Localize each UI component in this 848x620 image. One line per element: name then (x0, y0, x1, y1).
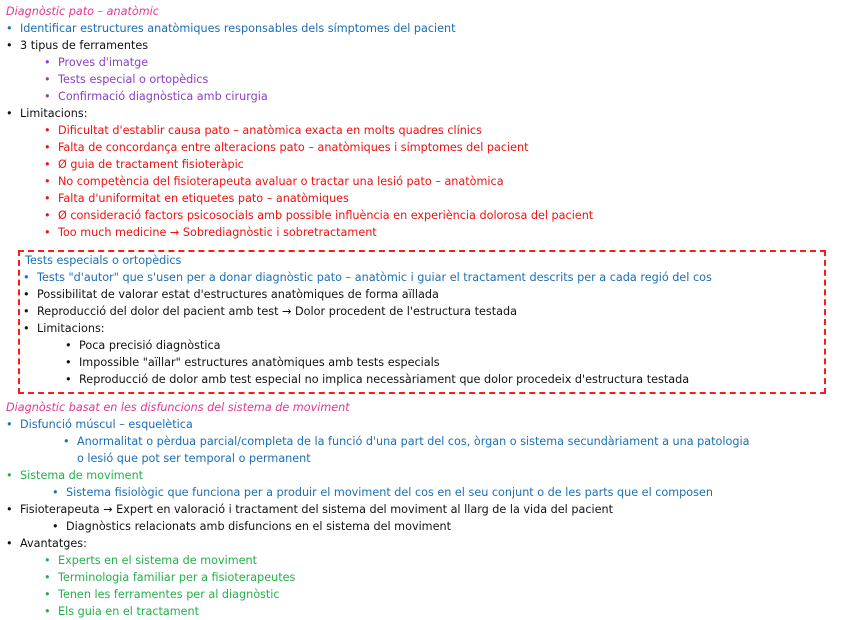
bullet-item: • Tests "d'autor" que s'usen per a donar diagnòstic pato – anatòmic i guiar el tractament descrits per a cada regió del cos (23, 271, 712, 284)
bullet-item: • Possibilitat de valorar estat d'estructures anatòmiques de forma aïllada (23, 288, 439, 301)
bullet-icon: • (44, 571, 51, 584)
sub-bullet-item: • Proves d'imatge (44, 56, 149, 69)
bullet-icon: • (44, 124, 51, 137)
bullet-icon: • (23, 322, 30, 335)
sub-bullet-item: • Experts en el sistema de moviment (44, 554, 258, 567)
bullet-item: • Avantatges: (6, 537, 87, 550)
bullet-icon: • (65, 356, 72, 369)
sub-bullet-item: • Falta de concordança entre alteracions pato – anatòmiques i símptomes del pacient (44, 141, 529, 154)
section-heading: Diagnòstic pato – anatòmic (6, 5, 159, 18)
sub-bullet-item: • Sistema fisiològic que funciona per a produir el moviment del cos en el seu conjunt o de les parts que el composen (52, 486, 713, 499)
section-pato-anatomic (0, 3, 848, 241)
bullet-icon: • (44, 175, 51, 188)
bullet-icon: • (44, 158, 51, 171)
bullet-icon: • (6, 469, 13, 482)
bullet-icon: • (6, 503, 13, 516)
bullet-icon: • (6, 107, 13, 120)
sub-bullet-item: • Anormalitat o pèrdua parcial/completa de la funció d'una part del cos, òrgan o sistema secundàriament a una patologia (63, 435, 750, 448)
bullet-icon: • (44, 209, 51, 222)
bullet-icon: • (52, 486, 59, 499)
section-heading: Diagnòstic basat en les disfuncions del sistema de moviment (6, 401, 350, 414)
bullet-icon: • (65, 373, 72, 386)
sub-bullet-item: • Diagnòstics relacionats amb disfuncions en el sistema del moviment (52, 520, 451, 533)
sub-bullet-item: • Poca precisió diagnòstica (65, 339, 221, 352)
bullet-icon: • (23, 271, 30, 284)
bullet-icon: • (44, 192, 51, 205)
sub-bullet-continuation: o lesió que pot ser temporal o permanent (77, 452, 311, 465)
bullet-item: • Reproducció del dolor del pacient amb test → Dolor procedent de l'estructura testada (23, 305, 518, 318)
bullet-item: • 3 tipus de ferramentes (6, 39, 149, 52)
bullet-icon: • (44, 56, 51, 69)
bullet-icon: • (44, 90, 51, 103)
bullet-item: • Limitacions: (23, 322, 105, 335)
bullet-item: • Limitacions: (6, 107, 88, 120)
sub-bullet-item: • Too much medicine → Sobrediagnòstic i sobretractament (44, 226, 377, 239)
bullet-icon: • (23, 305, 30, 318)
bullet-icon: • (6, 39, 13, 52)
sub-bullet-item: • Confirmació diagnòstica amb cirurgia (44, 90, 268, 103)
bullet-icon: • (6, 418, 13, 431)
sub-bullet-item: • Tests especial o ortopèdics (44, 73, 209, 86)
bullet-item: • Identificar estructures anatòmiques responsables dels símptomes del pacient (6, 22, 456, 35)
sub-bullet-item: • Terminologia familiar per a fisioterapeutes (44, 571, 296, 584)
sub-bullet-item: • Reproducció de dolor amb test especial no implica necessàriament que dolor procedeix d'estructura testada (65, 373, 690, 386)
sub-bullet-item: • Ø consideració factors psicosocials amb possible influència en experiència dolorosa del pacient (44, 209, 594, 222)
bullet-icon: • (44, 73, 51, 86)
bullet-icon: • (44, 141, 51, 154)
bullet-item: • Fisioterapeuta → Expert en valoració i tractament del sistema del moviment al llarg de la vida del pacient (6, 503, 613, 516)
bullet-item: • Sistema de moviment (6, 469, 144, 482)
sub-bullet-item: • Tenen les ferramentes per al diagnòstic (44, 588, 280, 601)
box-heading: Tests especials o ortopèdics (25, 254, 182, 267)
bullet-icon: • (65, 339, 72, 352)
bullet-icon: • (6, 537, 13, 550)
bullet-icon: • (44, 554, 51, 567)
bullet-icon: • (44, 605, 51, 618)
bullet-item: • Disfunció múscul – esquelètica (6, 418, 193, 431)
bullet-icon: • (63, 435, 70, 448)
sub-bullet-item: • Ø guia de tractament fisioteràpic (44, 158, 244, 171)
sub-bullet-item: • Els guia en el tractament (44, 605, 200, 618)
sub-bullet-item: • Dificultat d'establir causa pato – anatòmica exacta en molts quadres clínics (44, 124, 482, 137)
bullet-icon: • (52, 520, 59, 533)
sub-bullet-item: • No competència del fisioterapeuta avaluar o tractar una lesió pato – anatòmica (44, 175, 504, 188)
tests-especials-box (18, 250, 826, 394)
bullet-icon: • (44, 588, 51, 601)
bullet-icon: • (23, 288, 30, 301)
sub-bullet-item: • Falta d'uniformitat en etiquetes pato – anatòmiques (44, 192, 349, 205)
bullet-icon: • (44, 226, 51, 239)
sub-bullet-item: • Impossible "aïllar" estructures anatòmiques amb tests especials (65, 356, 440, 369)
bullet-icon: • (6, 22, 13, 35)
